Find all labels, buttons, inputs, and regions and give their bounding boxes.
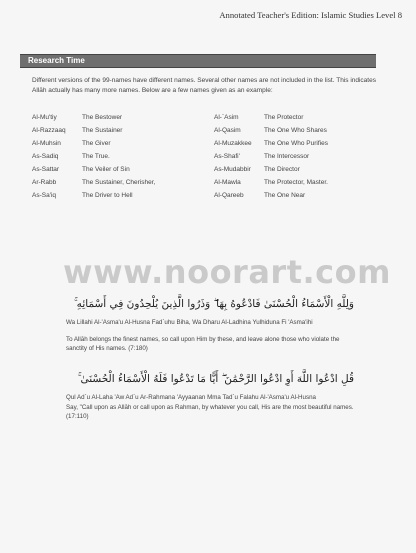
verse-translation: To Allāh belongs the finest names, so call upon Him by these, and leave alone those who violate the sanctity of His names. (7:180) [66, 336, 340, 352]
name-arabic-transliteration: As-Sadiq [32, 153, 59, 160]
name-meaning: The One Near [264, 192, 306, 199]
name-arabic-transliteration: Al-Mawla [214, 179, 241, 186]
names-list [32, 114, 382, 224]
name-arabic-transliteration: Al-Muhsin [32, 140, 61, 147]
name-meaning: The One Who Shares [264, 127, 327, 134]
name-arabic-transliteration: As-Shafi' [214, 153, 240, 160]
name-arabic-transliteration: As-Mudabbir [214, 166, 251, 173]
name-meaning: The Sustainer [82, 127, 123, 134]
name-arabic-transliteration: Al-Muzakkee [214, 140, 252, 147]
name-arabic-transliteration: As-Sattar [32, 166, 60, 173]
name-meaning: The Protector, Master. [264, 179, 328, 186]
verse-translation: Say, "Call upon as Allāh or call upon as Rahman, by whatever you call, His are the most beautiful names. (17:110) [66, 404, 354, 420]
verse-transliteration: Qul Ad`u Al-Laha 'Aw Ad`u Ar-Rahmana 'Ayyaanan Mma Tad`u Falahu Al-'Asma'u Al-Husna [66, 394, 316, 401]
name-meaning: The Giver [82, 140, 111, 147]
name-meaning: The Veiler of Sin [82, 166, 130, 173]
name-meaning: The Intercessor [264, 153, 310, 160]
name-meaning: The One Who Purifies [264, 140, 328, 147]
name-meaning: The Bestower [82, 114, 123, 121]
name-meaning: The Driver to Hell [82, 192, 133, 199]
name-meaning: The Protector [264, 114, 304, 121]
verse-arabic: قُلِ ادْعُوا اللَّهَ أَوِ ادْعُوا الرَّحْمَٰنَ ۖ أَيًّا مَا تَدْعُوا فَلَهُ الْأَسْمَاءُ الْحُسْنَىٰ ۚ [77, 373, 354, 385]
name-meaning: The Sustainer, Cherisher, [82, 179, 156, 186]
research-time-title: Research Time [28, 56, 85, 65]
name-arabic-transliteration: As-Sa'iq [32, 192, 57, 199]
research-time-banner [20, 54, 376, 68]
name-arabic-transliteration: Al-Qareeb [214, 192, 244, 199]
name-arabic-transliteration: Al-`Asim [214, 114, 239, 121]
name-arabic-transliteration: Ar-Rabb [32, 179, 57, 186]
name-arabic-transliteration: Al-Mu'tiy [32, 114, 57, 121]
verse-transliteration: Wa Lillahi Al-'Asma'u Al-Husna Fad`uhu Biha, Wa Dharu Al-Ladhina Yulhiduna Fi 'Asma'ihi [66, 319, 313, 326]
running-header: Annotated Teacher's Edition: Islamic Studies Level 8 [219, 10, 402, 20]
name-arabic-transliteration: Al-Razzaaq [32, 127, 66, 134]
name-meaning: The Director [264, 166, 300, 173]
name-arabic-transliteration: Al-Qasim [214, 127, 241, 134]
verse-arabic: وَلِلَّهِ الْأَسْمَاءُ الْحُسْنَىٰ فَادْعُوهُ بِهَا ۖ وَذَرُوا الَّذِينَ يُلْحِدُونَ فِي أَسْمَائِهِ ۚ [74, 298, 354, 310]
name-meaning: The True. [82, 153, 110, 160]
watermark: www.noorart.com [63, 253, 391, 291]
research-intro-paragraph: Different versions of the 99-names have different names. Several other names are not included in the list. This indicates Allāh actually has many more names. Below are a few names given as an example: [32, 77, 376, 94]
